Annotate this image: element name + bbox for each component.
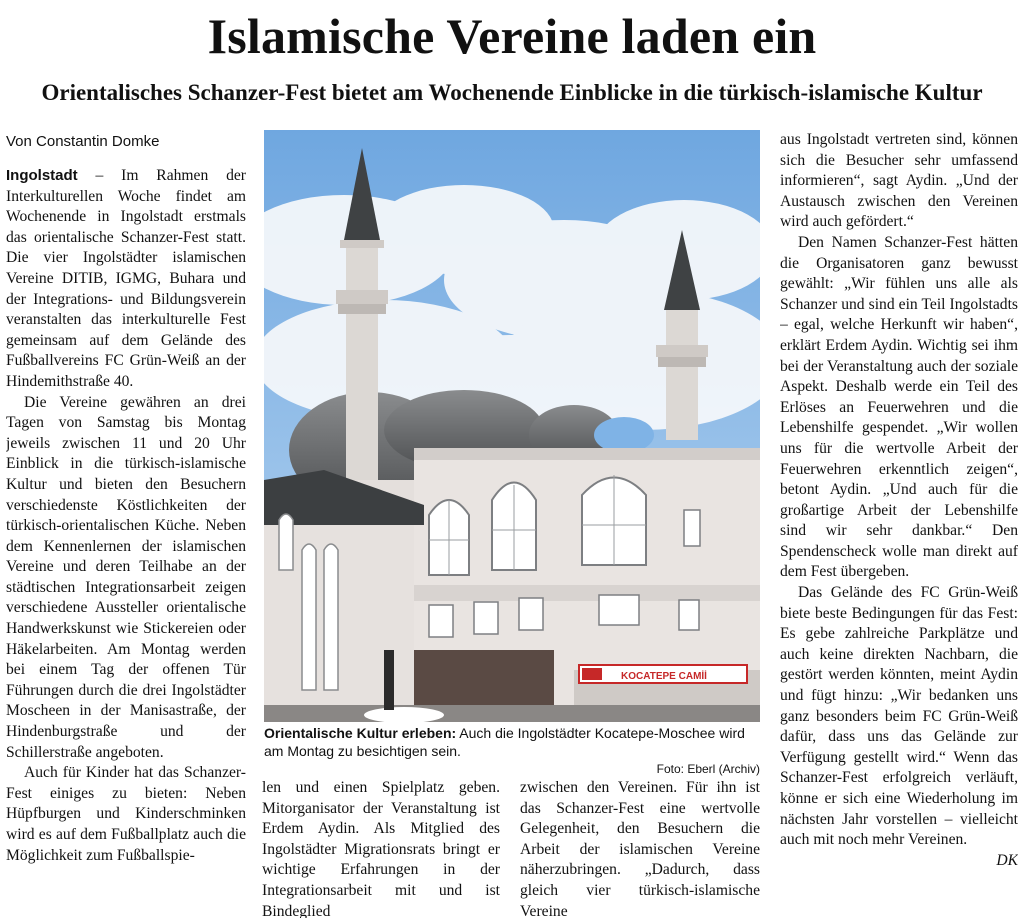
lead-paragraph	[6, 166, 246, 393]
byline: Von Constantin Domke	[6, 133, 160, 150]
article-subheadline: Orientalisches Schanzer-Fest bietet am Wochenende Einblicke in die türkisch-islamische Kultur	[41, 80, 983, 105]
dome	[594, 417, 654, 453]
article-headline: Islamische Vereine laden ein	[207, 8, 817, 64]
caption-title: Orientalische Kultur erleben:	[264, 725, 457, 741]
dateline: Ingolstadt	[6, 167, 78, 184]
column-2	[262, 778, 500, 918]
lead-text: – Im Rahmen der Interkulturellen Woche findet am Wochenende in Ingolstadt erstmals das orientalische Schanzer-Fest statt. Die vier Ingolstädter islamischen Vereine DITIB, IGMG, Buhara und der Integrations- und Bildungsverein veranstalten das interkulturelle Fest gemeinsam auf dem Gelände des Fußballvereins FC Grün-Weiß an der Hindemithstraße 40.	[6, 167, 246, 390]
paragraph: Auch für Kinder hat das Schanzer-Fest einiges zu bieten: Neben Hüpfburgen und Kinderschminken wird es auf dem Fußballplatz auch die Möglichkeit zum Fußballspie-	[6, 764, 246, 864]
photo-caption	[264, 724, 760, 778]
paragraph-text: Das Gelände des FC Grün-Weiß biete beste Bedingungen für das Fest: Es gebe zahlreiche Parkplätze und auch keine direkten Nachbarn, die gestört werden könnten, meint Aydin und fügt hinzu: „Wir bedanken uns ganz besonders beim FC Grün-Weiß dafür, dass uns das Gelände zur Verfügung gestellt wird.“ Wenn das Schanzer-Fest erfolgreich verläuft, könne er sich eine Wiederholung im nächsten Jahr vorstellen – vielleicht auch mit noch mehr Vereinen.	[780, 584, 1018, 849]
paragraph: Die Vereine gewähren an drei Tagen von Samstag bis Montag jeweils zwischen 11 und 20 Uhr Einblick in die türkisch-islamische Kultur und bieten den Besuchern verschiedenste Köstlichkeiten der türkisch-orientalischen Küche. Neben dem Kennenlernen der islamischen Vereine und deren Teilhabe an der städtischen Integrationsarbeit zeigen verschiedene Aussteller orientalische Handwerkskunst wie Stickereien oder Häkelarbeiten. Am Montag werden bei einem Tag der offenen Tür Führungen durch die drei Ingolstädter Moscheen in der Manisastraße, der Hindenburgstraße und der Schillerstraße angeboten.	[6, 393, 246, 761]
paragraph: zwischen den Vereinen. Für ihn ist das Schanzer-Fest eine wertvolle Gelegenheit, den Besuchern die Arbeit der islamischen Vereine näherzubringen. „Dadurch, dass gleich vier türkisch-islamische Vereine	[520, 779, 760, 918]
photo-credit: Foto: Eberl (Archiv)	[656, 762, 760, 776]
column-1	[6, 166, 246, 918]
paragraph	[780, 583, 1018, 871]
column-4	[780, 130, 1018, 918]
author-initials: DK	[996, 851, 1018, 869]
mosque-sign-text: KOCATEPE CAMİİ	[621, 671, 707, 682]
caption-text: Auch die Ingolstädter Kocatepe-Moschee wird am Montag zu besichtigen sein.	[264, 725, 745, 759]
paragraph: aus Ingolstadt vertreten sind, können sich die Besucher sehr umfassend informieren“, sagt Aydin. „Und der Austausch zwischen den Vereinen wird auch gefördert.“	[780, 131, 1018, 231]
paragraph: len und einen Spielplatz geben. Mitorganisator der Veranstaltung ist Erdem Aydin. Als Mitglied des Ingolstädter Migrationsrats bringt er wichtige Erfahrungen in der Integrationsarbeit mit und ist Bindeglied	[262, 779, 500, 918]
mosque-photo	[264, 130, 760, 722]
paragraph: Den Namen Schanzer-Fest hätten die Organisatoren ganz bewusst gewählt: „Wir fühlen uns alle als Schanzer und sind ein Teil Ingolstadts – egal, welche Herkunft wir haben“, erklärt Erdem Aydin. Wichtig sei ihm bei der Veranstaltung auch der soziale Aspekt. Deshalb werde ein Teil des Erlöses an Feuerwehren und die Lebenshilfe gespendet. „Wir wollen uns für die wertvolle Arbeit der Feuerwehren erkenntlich zeigen“, betont Aydin. „Und auch für die großartige Arbeit der Lebenshilfe sind wir sehr dankbar.“ Den Spendenscheck wolle man direkt auf dem Fest übergeben.	[780, 233, 1018, 581]
column-3	[520, 778, 760, 918]
